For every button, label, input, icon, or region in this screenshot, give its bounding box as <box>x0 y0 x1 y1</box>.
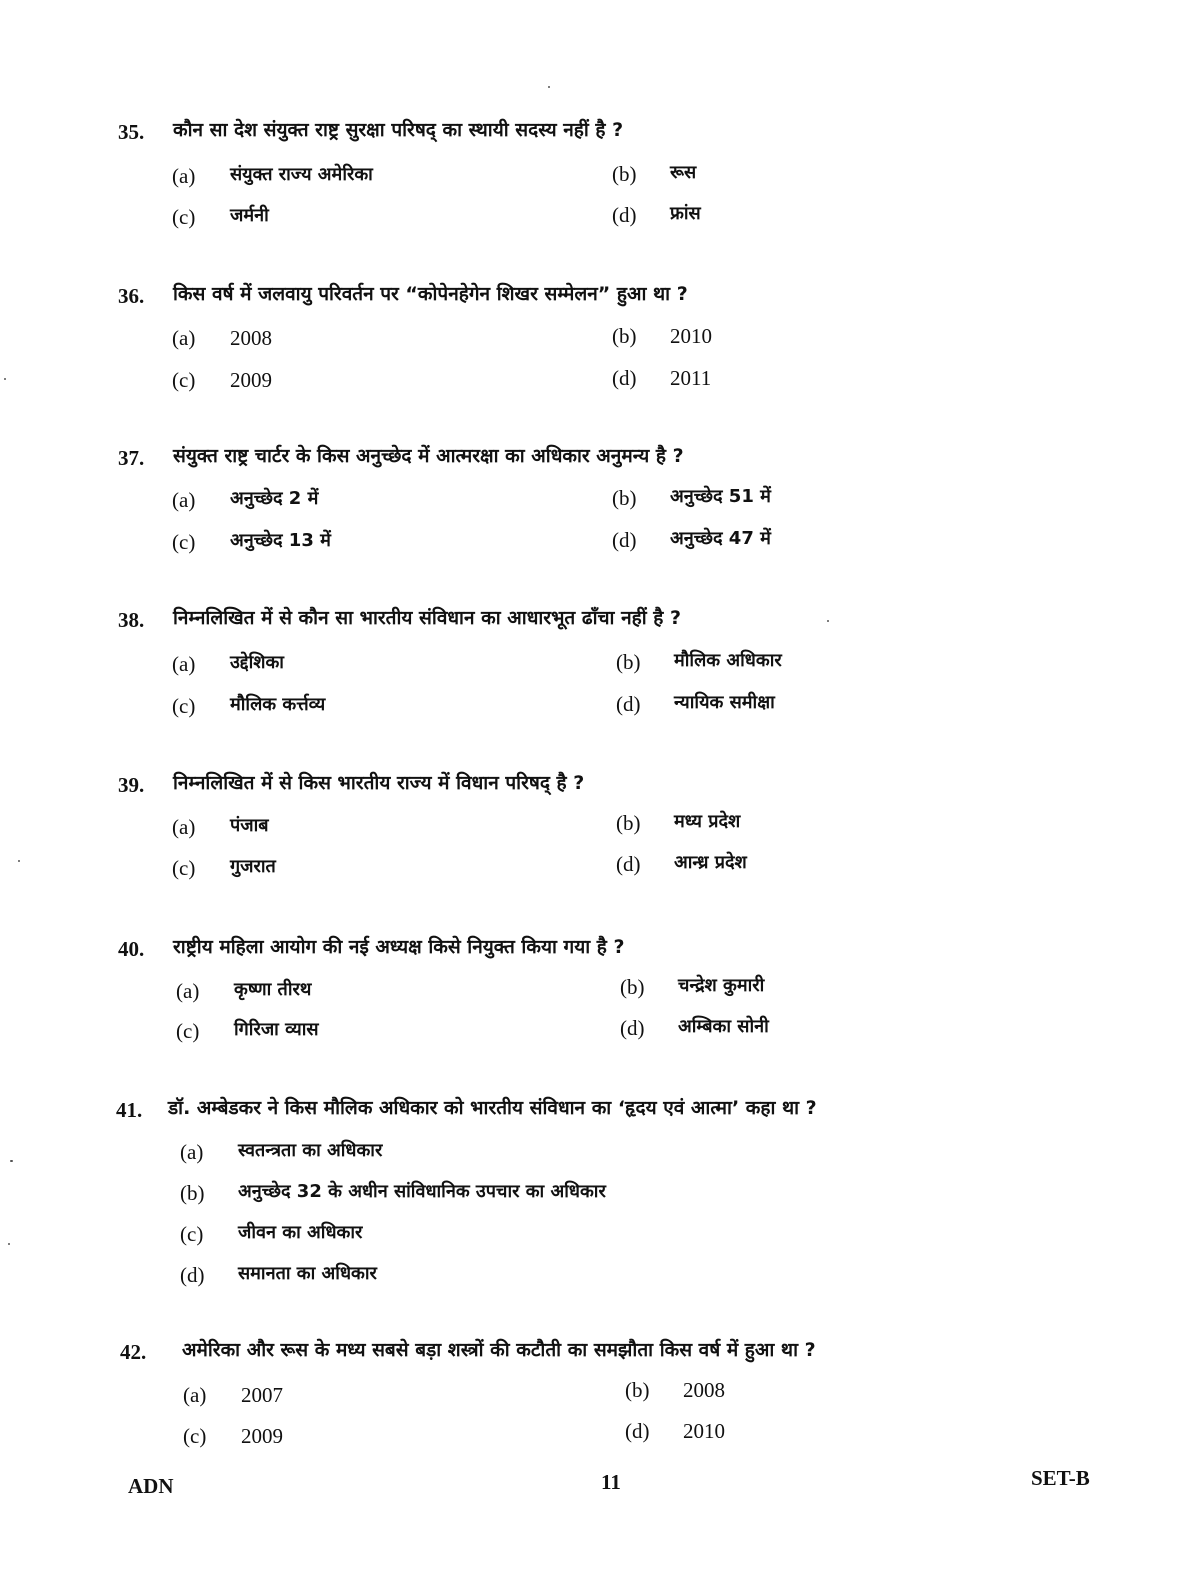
question-text: किस वर्ष में जलवायु परिवर्तन पर “कोपेनहेगेन शिखर सम्मेलन” हुआ था ? <box>173 283 688 305</box>
question-text: कौन सा देश संयुक्त राष्ट्र सुरक्षा परिषद् का स्थायी सदस्य नहीं है ? <box>173 119 624 141</box>
question-text: निम्नलिखित में से किस भारतीय राज्य में विधान परिषद् है ? <box>173 772 585 794</box>
question-number: 35. <box>118 120 145 144</box>
scan-speck <box>10 1160 13 1162</box>
set-label: SET-B <box>1031 1466 1090 1490</box>
page-number: 11 <box>601 1470 621 1494</box>
question-text: निम्नलिखित में से कौन सा भारतीय संविधान का आधारभूत ढाँचा नहीं है ? <box>173 607 681 629</box>
question-number: 38. <box>118 608 145 632</box>
question-text: डॉ. अम्बेडकर ने किस मौलिक अधिकार को भारतीय संविधान का ‘हृदय एवं आत्मा’ कहा था ? <box>168 1097 817 1119</box>
footer-code: ADN <box>128 1474 174 1498</box>
question-number: 37. <box>118 446 145 470</box>
question-number: 39. <box>118 773 145 797</box>
question-text: राष्ट्रीय महिला आयोग की नई अध्यक्ष किसे नियुक्त किया गया है ? <box>173 936 625 958</box>
question-text: अमेरिका और रूस के मध्य सबसे बड़ा शस्त्रों की कटौती का समझौता किस वर्ष में हुआ था ? <box>182 1339 816 1361</box>
question-number: 41. <box>116 1098 143 1122</box>
scan-speck <box>4 378 6 380</box>
question-number: 40. <box>118 937 145 961</box>
scan-speck <box>827 620 829 622</box>
scan-speck <box>548 86 550 88</box>
question-number: 36. <box>118 284 145 308</box>
scan-speck <box>8 1243 10 1245</box>
scan-speck <box>18 860 20 862</box>
question-number: 42. <box>120 1340 147 1364</box>
question-text: संयुक्त राष्ट्र चार्टर के किस अनुच्छेद में आत्मरक्षा का अधिकार अनुमन्य है ? <box>173 445 684 467</box>
